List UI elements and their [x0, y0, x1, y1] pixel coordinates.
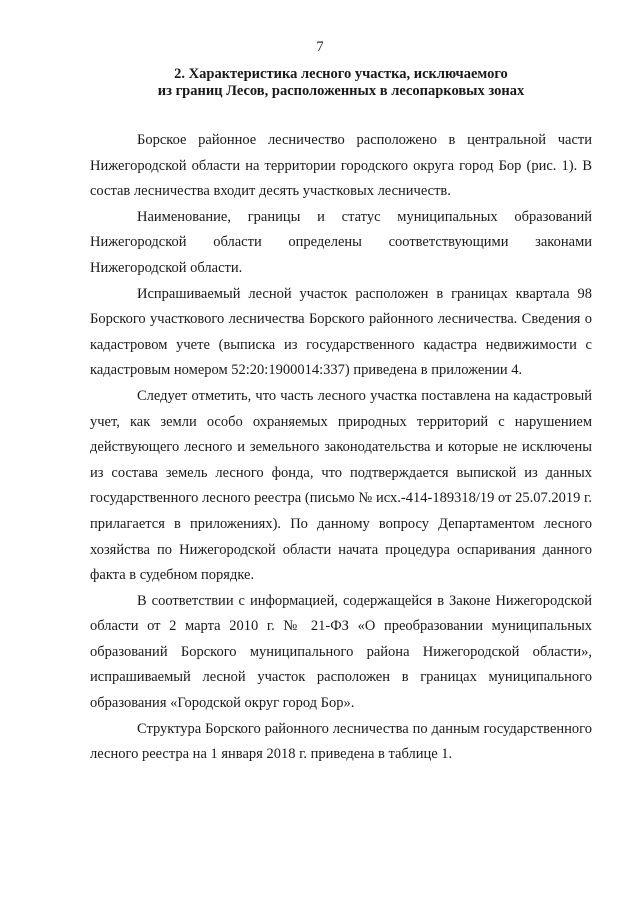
section-heading-line-1: 2. Характеристика лесного участка, исключаемого — [174, 66, 508, 82]
document-body — [90, 128, 592, 768]
paragraph-cadastral-note: Следует отметить, что часть лесного участка поставлена на кадастровый учет, как земли особо охраняемых природных территорий с нарушением действующего лесного и земельного законодательства и которые не исключены из состава земель лесного фонда, что подтверждается выпиской из данных государственного лесного реестра (письмо № исх.-414-189318/19 от 25.07.2019 г. прилагается в приложениях). По данному вопросу Департаментом лесного хозяйства по Нижегородской области начата процедура оспаривания данного факта в судебном порядке. — [90, 387, 592, 584]
page-number: 7 — [316, 39, 324, 55]
paragraph-structure: Структура Борского районного лесничества по данным государственного лесного реестра на 1 января 2018 г. приведена в таблице 1. — [90, 720, 592, 763]
section-heading — [90, 66, 592, 100]
section-heading-line-2: из границ Лесов, расположенных в лесопарковых зонах — [157, 83, 525, 99]
paragraph-municipal-status: Наименование, границы и статус муниципальных образований Нижегородской области определены соответствующими законами Нижегородской области. — [90, 208, 592, 276]
paragraph-location: Борское районное лесничество расположено в центральной части Нижегородской области на территории городского округа город Бор (рис. 1). В состав лесничества входит десять участковых лесничеств. — [90, 132, 592, 200]
paragraph-land-plot: Испрашиваемый лесной участок расположен в границах квартала 98 Борского участкового лесничества Борского районного лесничества. Сведения о кадастровом учете (выписка из государственного кадастра недвижимости с кадастровым номером 52:20:1900014:337) приведена в приложении 4. — [90, 285, 592, 379]
paragraph-law-reference: В соответствии с информацией, содержащейся в Законе Нижегородской области от 2 марта 2010 г. № 21-ФЗ «О преобразовании муниципальных образований Борского муниципального района Нижегородской области», испрашиваемый лесной участок расположен в границах муниципального образования «Городской округ город Бор». — [90, 592, 592, 712]
